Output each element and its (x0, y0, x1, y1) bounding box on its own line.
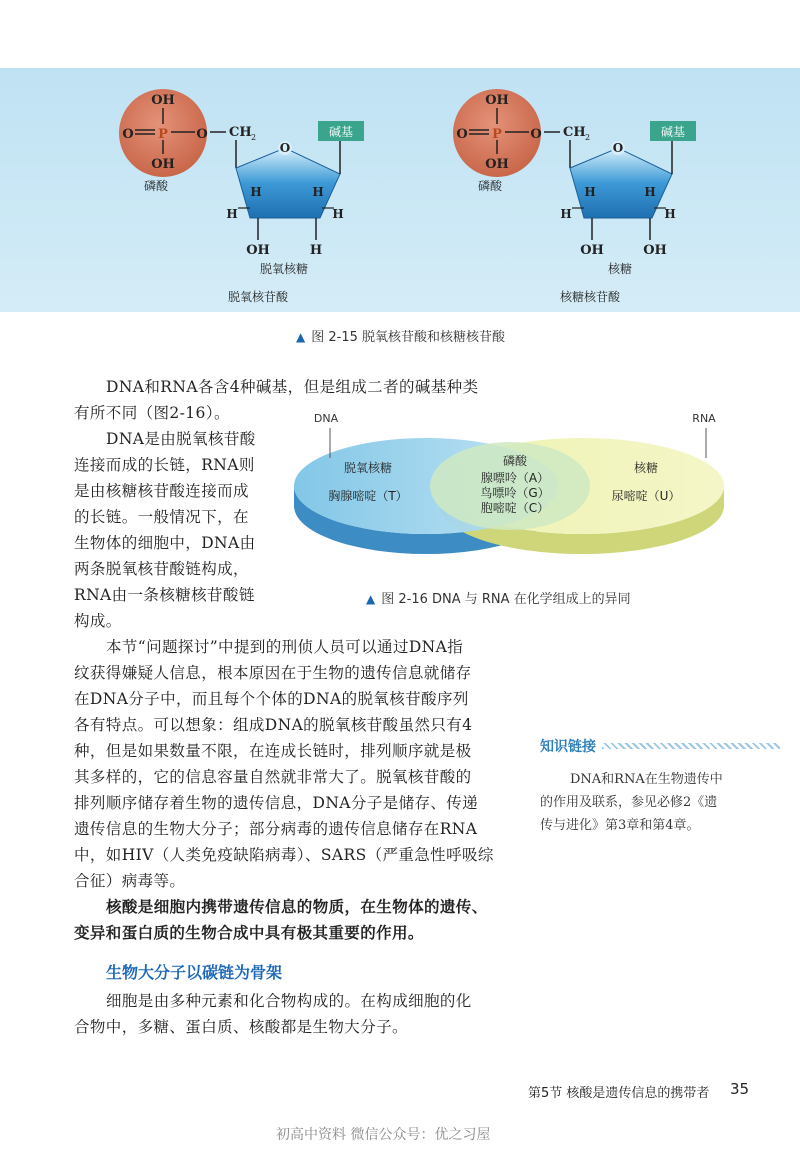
sidebar-line-3: 传与进化》第3章和第4章。 (540, 818, 700, 833)
paragraph-2-line-5: 生物体的细胞中，DNA由 (74, 534, 256, 552)
figure-2-16 (290, 408, 750, 568)
paragraph-3-line-8: 遗传信息的生物大分子；部分病毒的遗传信息储存在RNA (74, 820, 478, 838)
svg-text:O: O (456, 127, 468, 142)
sidebar-line-1: DNA和RNA在生物遗传中 (570, 772, 723, 787)
paragraph-2-line-8: 构成。 (74, 612, 122, 630)
rna-label: RNA (692, 412, 716, 425)
svg-text:H: H (226, 207, 238, 221)
decorative-stripe (602, 743, 780, 749)
svg-text:胞嘧啶（C）: 胞嘧啶（C） (480, 501, 550, 515)
paragraph-2-line-4: 的长链。一般情况下，在 (74, 508, 249, 526)
phosphate-o-left: O (122, 127, 134, 142)
phosphate-oh-top: OH (151, 93, 175, 108)
paragraph-3-line-10: 合征）病毒等。 (74, 872, 186, 890)
phosphate-label: 磷酸 (143, 179, 169, 193)
svg-text:脱氧核糖: 脱氧核糖 (343, 461, 393, 475)
svg-text:磷酸: 磷酸 (502, 454, 528, 468)
paragraph-3-line-2: 纹获得嫌疑人信息，根本原因在于生物的遗传信息就储存 (74, 664, 472, 682)
key-statement-line-1: 核酸是细胞内携带遗传信息的物质，在生物体的遗传、 (106, 897, 488, 916)
svg-text:OH: OH (246, 243, 270, 258)
paragraph-3-line-9: 中，如HIV（人类免疫缺陷病毒）、SARS（严重急性呼吸综 (74, 846, 494, 864)
paragraph-3-line-6: 其多样的，它的信息容量自然就非常大了。脱氧核苷酸的 (74, 768, 472, 786)
footer-section-title: 第5节 核酸是遗传信息的携带者 (528, 1086, 710, 1101)
ribose-label: 核糖 (607, 262, 633, 276)
key-statement-line-2: 变异和蛋白质的生物合成中具有极其重要的作用。 (74, 923, 424, 942)
svg-text:H: H (560, 207, 572, 221)
phosphate-o-right: O (196, 127, 208, 142)
deoxynucleotide-diagram (119, 89, 364, 304)
figure-2-16-caption: ▲ 图 2-16 DNA 与 RNA 在化学组成上的异同 (366, 592, 631, 607)
phosphorus-atom: P (158, 127, 168, 142)
paragraph-2-line-1: DNA是由脱氧核苷酸 (106, 430, 256, 448)
paragraph-3-line-5: 种，但是如果数量不限，在连成长链时，排列顺序就是极 (74, 742, 472, 760)
ch2-group: CH (229, 125, 252, 140)
dna-rna-comparison-diagram (290, 408, 750, 568)
svg-text:尿嘧啶（U）: 尿嘧啶（U） (611, 489, 681, 503)
svg-text:碱基: 碱基 (660, 125, 686, 139)
svg-text:O: O (530, 127, 542, 142)
base-label: 碱基 (328, 125, 354, 139)
svg-text:腺嘌呤（A）: 腺嘌呤（A） (480, 471, 550, 485)
ring-oxygen: O (279, 141, 291, 155)
svg-text:H: H (312, 185, 324, 199)
svg-text:OH: OH (485, 93, 509, 108)
deoxynucleotide-label: 脱氧核苷酸 (227, 290, 289, 304)
svg-text:OH: OH (643, 243, 667, 258)
svg-text:H: H (309, 243, 323, 258)
paragraph-2-line-6: 两条脱氧核苷酸链构成， (74, 560, 249, 578)
svg-text:H: H (250, 185, 262, 199)
svg-text:H: H (644, 185, 656, 199)
sidebar-line-2: 的作用及联系，参见必修2《遗 (540, 795, 718, 810)
section-heading: 生物大分子以碳链为骨架 (106, 963, 283, 982)
phosphate-oh-bottom: OH (151, 157, 175, 172)
svg-text:O: O (612, 141, 624, 155)
svg-text:OH: OH (580, 243, 604, 258)
svg-text:2: 2 (251, 133, 257, 142)
svg-text:H: H (584, 185, 596, 199)
figure-2-15-panel (0, 68, 800, 312)
ribonucleotide-label: 核糖核苷酸 (559, 290, 621, 304)
knowledge-link-sidebar (540, 736, 780, 837)
svg-text:H: H (332, 207, 344, 221)
svg-text:H: H (664, 207, 676, 221)
paragraph-3-line-4: 各有特点。可以想象：组成DNA的脱氧核苷酸虽然只有4 (74, 716, 473, 734)
dna-label: DNA (313, 412, 339, 425)
paragraph-5-line-1: 细胞是由多种元素和化合物构成的。在构成细胞的化 (106, 992, 472, 1010)
svg-text:磷酸: 磷酸 (477, 179, 503, 193)
paragraph-2-line-2: 连接而成的长链，RNA则 (74, 456, 255, 474)
paragraph-1-line-2: 有所不同（图2-16）。 (74, 404, 230, 422)
paragraph-1-line-1: DNA和RNA各含4种碱基，但是组成二者的碱基种类 (106, 378, 479, 396)
deoxyribose-label: 脱氧核糖 (259, 262, 309, 276)
figure-2-15-caption: ▲ 图 2-15 脱氧核苷酸和核糖核苷酸 (296, 330, 506, 345)
paragraph-3-line-7: 排列顺序储存着生物的遗传信息，DNA分子是储存、传递 (74, 794, 479, 812)
svg-text:2: 2 (585, 133, 591, 142)
ribonucleotide-diagram (453, 89, 696, 304)
nucleotide-diagrams (0, 68, 800, 312)
svg-text:CH: CH (563, 125, 586, 140)
triangle-icon: ▲ (296, 330, 306, 344)
paragraph-5-line-2: 合物中，多糖、蛋白质、核酸都是生物大分子。 (74, 1018, 408, 1036)
triangle-icon: ▲ (366, 592, 376, 606)
svg-text:核糖: 核糖 (633, 461, 659, 475)
paragraph-2-line-7: RNA由一条核糖核苷酸链 (74, 586, 255, 604)
page-number: 35 (730, 1080, 750, 1098)
paragraph-3-line-1: 本节“问题探讨”中提到的刑侦人员可以通过DNA指 (106, 638, 464, 656)
sidebar-title: 知识链接 (540, 739, 596, 755)
svg-text:P: P (492, 127, 502, 142)
paragraph-2-line-3: 是由核糖核苷酸连接而成 (74, 482, 249, 500)
svg-text:鸟嘌呤（G）: 鸟嘌呤（G） (480, 486, 550, 500)
svg-text:胸腺嘧啶（T）: 胸腺嘧啶（T） (328, 489, 408, 503)
watermark: 初高中资料 微信公众号：优之习屋 (276, 1127, 491, 1143)
paragraph-3-line-3: 在DNA分子中，而且每个个体的DNA的脱氧核苷酸序列 (74, 690, 469, 708)
svg-text:OH: OH (485, 157, 509, 172)
